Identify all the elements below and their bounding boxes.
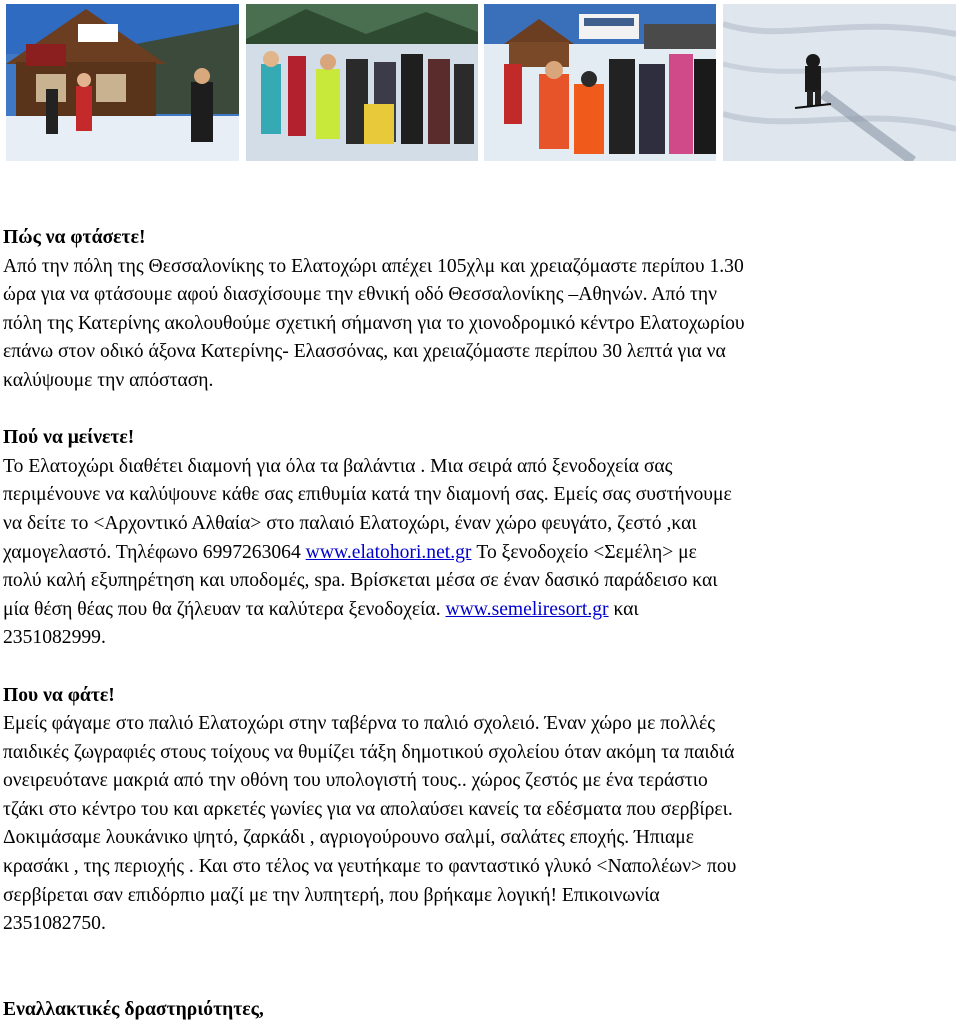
arrive-line: ώρα για να φτάσουμε αφού διασχίσουμε την εθνική οδό Θεσσαλονίκης –Αθηνών. Από την [3, 284, 718, 306]
stay-line-text: Το ξενοδοχείο <Σεμέλη> με [471, 541, 697, 563]
stay-line-text: μία θέση θέας που θα ζήλευαν τα καλύτερα ξενοδοχεία. [3, 598, 446, 620]
stay-line: περιμένουνε να καλύψουνε κάθε σας επιθυμία κατά την διαμονή σας. Εμείς σας συστήνουμε [3, 484, 732, 506]
arrive-line: επάνω στον οδικό άξονα Κατερίνης- Ελασσόνας, και χρειαζόμαστε περίπου 30 λεπτά για να [3, 341, 726, 363]
skier-downhill-photo [723, 4, 956, 161]
stay-line: πολύ καλή εξυπηρέτηση και υποδομές, spa. Βρίσκεται μέσα σε έναν δασικό παράδεισο και [3, 570, 718, 592]
arrive-line: καλύψουμε την απόσταση. [3, 369, 214, 391]
eat-line: παιδικές ζωγραφιές στους τοίχους να θυμίζει τάξη δημοτικού σχολείου όταν ακόμη τα παιδιά [3, 741, 735, 763]
section-gap [3, 396, 955, 425]
heading-how-to-get-there: Πώς να φτάσετε! [3, 227, 146, 248]
eat-line: 2351082750. [3, 913, 106, 935]
eat-line: τζάκι στο κέντρο του και αρκετές γωνίες για να απολαύσει κανείς τα εδέσματα που σερβίρει. [3, 798, 733, 820]
stay-line: 2351082999. [3, 627, 106, 649]
heading-where-to-eat: Που να φάτε! [3, 684, 115, 706]
stay-line-text: χαμογελαστό. Τηλέφωνο 6997263064 [3, 541, 306, 563]
arrive-line: πόλη της Κατερίνης ακολουθούμε σχετική σήμανση για το χιονοδρομικό κέντρο Ελατοχωρίου [3, 312, 745, 334]
section-gap [3, 939, 955, 996]
eat-line: κρασάκι , της περιοχής . Και στο τέλος να γευτήκαμε το φανταστικό γλυκό <Ναπολέων> που [3, 856, 737, 878]
elatohori-website-link[interactable]: www.elatohori.net.gr [305, 541, 472, 563]
eat-line: ονειρευότανε μακριά από την οθόνη του υπολογιστή τους.. χώρος ζεστός με ένα τεράστιο [3, 770, 708, 792]
photo-strip [6, 4, 956, 161]
ski-school-kids-photo [484, 4, 716, 161]
heading-alternative-activities: Εναλλακτικές δραστηριότητες, [3, 999, 264, 1021]
ski-lodge-photo [6, 4, 239, 161]
stay-line: να δείτε το <Αρχοντικό Αλθαία> στο παλαιό Ελατοχώρι, έναν χώρο φευγάτο, ζεστό ,και [3, 512, 697, 534]
section-gap [3, 653, 955, 682]
stay-line [3, 596, 955, 625]
eat-line: σερβίρεται σαν επιδόρπιο μαζί με την λυπητερή, που βρήκαμε λογική! Επικοινωνία [3, 884, 660, 906]
semeliresort-website-link[interactable]: www.semeliresort.gr [445, 598, 609, 620]
stay-line-text: και [608, 598, 639, 620]
eat-line: Δοκιμάσαμε λουκάνικο ψητό, ζαρκάδι , αγριογούρουνο σαλμί, σαλάτες εποχής. Ήπιαμε [3, 827, 695, 849]
crowd-on-slope-photo [246, 4, 478, 161]
stay-line [3, 539, 955, 568]
article-body [3, 224, 955, 1025]
arrive-line: Από την πόλη της Θεσσαλονίκης το Ελατοχώρι απέχει 105χλμ και χρειαζόμαστε περίπου 1.30 [3, 255, 744, 277]
eat-line: Εμείς φάγαμε στο παλιό Ελατοχώρι στην ταβέρνα το παλιό σχολειό. Έναν χώρο με πολλές [3, 713, 715, 735]
stay-line: Το Ελατοχώρι διαθέτει διαμονή για όλα τα βαλάντια . Μια σειρά από ξενοδοχεία σας [3, 455, 673, 477]
heading-where-to-stay: Πού να μείνετε! [3, 427, 135, 449]
